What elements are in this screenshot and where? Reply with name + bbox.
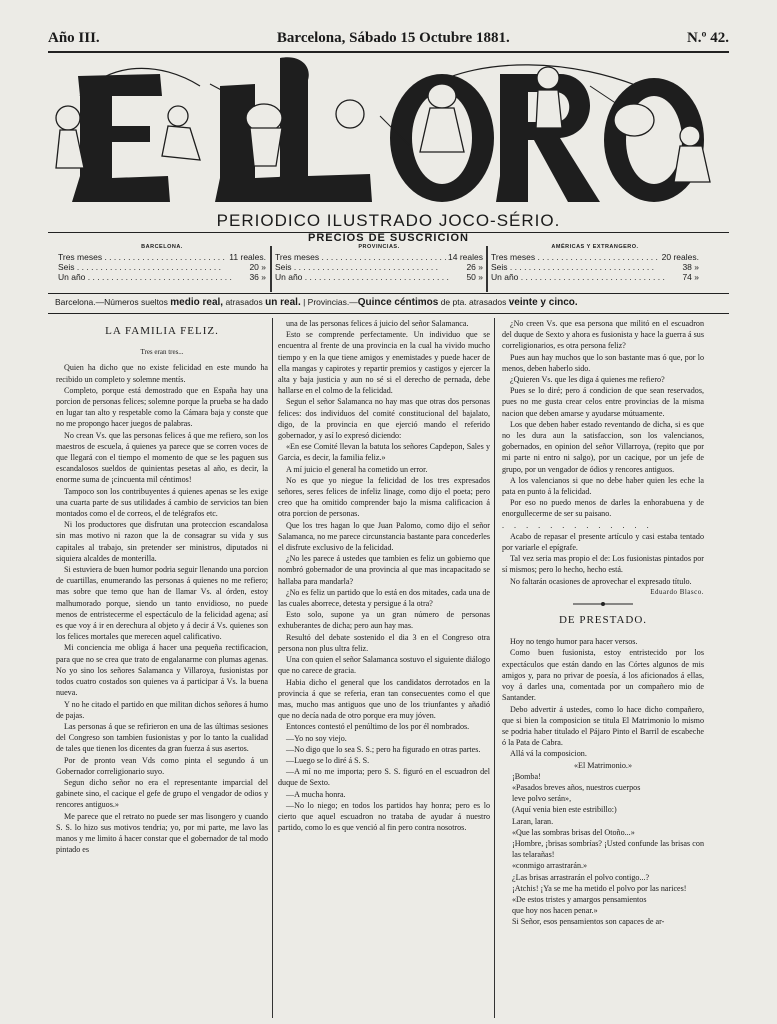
paragraph: Una con quien el señor Salamanca sostuvo el siguiente diálogo que no carece de gracia. — [278, 655, 490, 676]
paragraph: Esto se comprende perfectamente. Un individuo que se encuentra al frente de una provincia en la cual ha vivido mucho tiempo y en la que tiene amigos y enemistades y puede hacer de ella mangas y capirotes y repartir premios y castigos y ejercer la alta y baja justicia y aun no sé si el derecho de pernada, debe hallarse en el colmo de la felicidad. — [278, 330, 490, 396]
verse-line: «Pasados breves años, nuestros cuerpos — [512, 782, 641, 792]
paragraph: Habia dicho el general que los candidatos derrotados en la provincia á que se referia, eran tan consecuentes como el que mas, mucho mas antiguos que uno de los triunfantes y añadió que no decía nada de otro porque era muy jóven. — [278, 677, 490, 721]
paragraph: Mi conciencia me obliga á hacer una pequeña rectificacion, para que no se crea que trato de engalanarme con plumas agenas. No yo sino los señores Salamanca y Villaroya, fusionistas por todos cuatro costados son quienes va á participar á Vs. la buena nueva. — [56, 643, 268, 698]
price-row: Tres meses . . . 14 reales — [275, 252, 483, 262]
verse-line: ¡Hombre, ¡brisas sombrías? ¡Usted confunde las brisas con las telarañas! — [512, 838, 704, 860]
paragraph: Resultó del debate sostenido el dia 3 en el Congreso otra persona non plus ultra feliz. — [278, 632, 490, 653]
prices-heading: PROVINCIAS. — [358, 244, 400, 250]
prices-divider — [486, 246, 488, 292]
price-row: Tres meses . . . 11 reales. — [58, 252, 266, 262]
paragraph: Que los tres hagan lo que Juan Palomo, como dijo el señor Salamanca, no me parece circunstancia bastante para concederles el disfrute exclusivo de la felicidad. — [278, 520, 490, 553]
paragraph: No es que yo niegue la felicidad de los tres expresados señores, seres felices de infeliz linage, como dijo el poeta; pero creo que ha omitido comprender bajo la misma calificacion á otra porcion de personas. — [278, 475, 490, 519]
prices-provincias — [275, 244, 483, 292]
verse-line: (Aquí venia bien este estribillo:) — [512, 805, 617, 815]
paragraph: —A mucha honra. — [286, 789, 346, 799]
section-dots: . . . . . . . . . . . . . — [502, 520, 653, 530]
paragraph: No faltarán ocasiones de aprovechar el expresado título. — [510, 576, 692, 586]
paragraph: —Yo no soy viejo. — [286, 733, 347, 743]
prices-barcelona — [58, 244, 266, 292]
paragraph: ¿No es feliz un partido que lo está en dos mitades, cada una de las cuales aborrece, detesta y persigue á la otra? — [278, 587, 490, 609]
paragraph: —Luego se lo diré á S. S. — [286, 755, 370, 765]
price-row: Tres meses . . . 20 reales. — [491, 252, 699, 262]
paragraph: A los valencianos si que no debe haber quien les eche la pata en punto á la felicidad. — [502, 475, 704, 497]
paragraph: Quien ha dicho que no existe felicidad en este mundo ha recibido un completo y solemne mentís. — [56, 363, 268, 384]
paragraph: Tal vez seria mas propio el de: Los fusionistas pintados por sí mismos; pero lo hecho, hecho está. — [502, 554, 704, 575]
paragraph: —A mí no me importa; pero S. S. figuró en el escuadron del duque de Sexto. — [278, 767, 490, 788]
paragraph: una de las personas felices á juicio del señor Salamanca. — [286, 319, 469, 328]
year-label: Año III. — [48, 30, 100, 46]
paragraph: «En ese Comité llevan la batuta los señores Capdepon, Sales y Garcia, es decir, la familia feliz.» — [278, 442, 490, 463]
price-row: Un año . . . 50 » — [275, 272, 483, 282]
single-issue-notice: Barcelona.—Números sueltos medio real, atrasados un real. | Provincias.—Quince céntimos de pta. atrasados veinte y cinco. — [55, 297, 578, 308]
verse-line: «De estos tristes y amargos pensamientos — [512, 894, 647, 904]
signature: Eduardo Blasco. — [650, 587, 704, 596]
verse-line: ¡Atchis! ¡Ya se me ha metido el polvo por las narices! — [512, 883, 687, 893]
paragraph: Debo advertir á ustedes, como lo hace dicho compañero, que si bien la composicion se titula El Matrimonio lo mismo se podria haber titulado el Pájaro Pinto el Barril de escabeche ó la Pata de Cabra. — [502, 704, 704, 748]
column-3 — [502, 318, 704, 928]
paragraph: Allá vá la composicion. — [510, 749, 587, 759]
paragraph: —No digo que lo sea S. S.; pero ha figurado en otras partes. — [286, 744, 481, 754]
price-row: Un año . . . 36 » — [58, 272, 266, 282]
prices-heading: AMÉRICAS Y EXTRANGERO. — [551, 244, 639, 250]
paragraph: ¿No les parece á ustedes que tambien es feliz un gobierno que nombró gobernador de una provincia al que mas incapacitado se hallaba para mandarla? — [278, 554, 490, 586]
prices-title: PRECIOS DE SUSCRICION — [308, 232, 469, 244]
paragraph: Pues aun hay muchos que lo son bastante mas ó que, por lo menos, deben haberlo sido. — [502, 352, 704, 373]
verse-line: «Que las sombras brisas del Otoño...» — [512, 827, 635, 837]
poem-title: «El Matrimonio.» — [574, 760, 632, 770]
verse-line: ¿Las brisas arrastrarán el polvo contigo...? — [512, 872, 650, 882]
paragraph: Tampoco son los contribuyentes á quienes apenas se les exige una cuarta parte de sus utilidades á cambio de servicios tan bien montados como el de correos, el de telégrafos etc. — [56, 486, 268, 519]
paragraph: Y no he citado el partido en que militan dichos señores á humo de pajas. — [56, 699, 268, 720]
prices-extranjero — [491, 244, 699, 292]
paragraph: Entonces contestó el penúltimo de los por él nombrados. — [286, 722, 470, 732]
top-rule — [48, 51, 729, 53]
paragraph: Los que deben haber estado reventando de dicha, si es que no les dura aun la satisfaccion, son los valencianos, gobernados, en opinion del señor Villarroya, (repito que por mi parte ni entro ni salgo), por un cacique, por un jefe de grupo, por un vengador de ódios y rencores antiguos. — [502, 419, 704, 474]
prices-heading: BARCELONA. — [141, 244, 183, 250]
paragraph: No crean Vs. que las personas felices á que me refiero, son los maestros de escuela, á quienes ya parece que se corren voces de que llegará con el tiempo el momento de que se les paguen sus escandalosos sueldos de quinientas pesetas al año, es decir, la enorme suma de ¡cincuenta mil céntimos! — [56, 430, 268, 485]
article-title: LA FAMILIA FELIZ. — [105, 325, 219, 337]
paragraph: Las personas á que se refirieron en una de las últimas sesiones del Congreso son tambien fusionistas y por lo tanto la cualidad de tales que tienen los dicentes da gran fuerza á sus asertos. — [56, 721, 268, 754]
verse-line: ¡Bomba! — [512, 771, 541, 781]
logo-title: EL LORO — [381, 206, 387, 207]
paragraph: ¿No creen Vs. que esa persona que militó en el escuadron del duque de Sexto y ahora es fusionista y hace la guerra á sus correligionarios, es otra persona feliz? — [502, 319, 704, 351]
paragraph: Hoy no tengo humor para hacer versos. — [510, 637, 638, 647]
verse-line: Laran, laran. — [512, 816, 554, 826]
paragraph: A mí juicio el general ha cometido un error. — [286, 464, 428, 474]
paragraph: Esto solo, supone ya un gran número de personas exhuberantes de dicha; pero aun hay mas. — [278, 610, 490, 631]
column-divider — [494, 318, 495, 1018]
paragraph: Por de pronto vean Vds como pinta el segundo á un Gobernador correligionario suyo. — [56, 755, 268, 776]
paragraph: Si estuviera de buen humor podria seguir llenando una porcion de cuartillas, enumerando las personas á quienes no me refiero; mas sobre que temo que han de llamar Vs. al órden, estoy malhumorado porque, siendo un tanto envidioso, no puede menos de entristecerme el espectáculo de la felicidad agena; así es que voy á ir en derechura al objeto y á decir á Vs. quienes son los felices mortales que merecen aquel calificativo. — [56, 565, 268, 642]
column-2 — [278, 318, 490, 833]
column-divider — [272, 318, 273, 1018]
paragraph: Segun el señor Salamanca no hay mas que otras dos personas felices: dos individuos del comité constitucional del bajalato, digo, de la provincia en que ejerció mando el referido gobernador, y así lo expresó diciendo: — [278, 397, 490, 441]
place-date: Barcelona, Sábado 15 Octubre 1881. — [276, 30, 510, 46]
prices-rule-bottom — [48, 293, 729, 294]
notice-rule — [48, 313, 729, 314]
paragraph: Me parece que el retrato no puede ser mas lisongero y cuando S. S. lo hizo sus motivos tendria; yo, por mi parte, me lavo las manos y me limito á hacer constar que el gobernador de tal modo pintado es — [56, 811, 268, 855]
paragraph: ¿Quieren Vs. que les diga á quienes me refiero? — [510, 375, 665, 385]
paragraph: Completo, porque está demostrado que en España hay una porcion de personas felices; solemne porque la prueba se ha dado en lugar tan alto y respetable como la Cámara baja y conste que no me propongo hacer juegos de palabras. — [56, 385, 268, 429]
paragraph: —No lo niego; en todos los partidos hay honra; pero es lo cierto que aquel escuadron no trataba de ayudar á nuestro partido, como lo es que venció al fin pero contra nosotros. — [278, 800, 490, 833]
price-row: Un año . . . 74 » — [491, 272, 699, 282]
paragraph: Ni los productores que disfrutan una proteccion escandalosa sin mas motivo ni razon que la de consagrar su vida y sus capitales al trabajo, sin pretender ser ministros, diputados ni siquiera alcaldes de monterilla. — [56, 520, 268, 563]
price-row: Seis . . . 38 » — [491, 262, 699, 272]
prices-divider — [270, 246, 272, 292]
subtitle: PERIODICO ILUSTRADO JOCO-SÉRIO. — [216, 211, 561, 230]
paragraph: Acabo de repasar el presente artículo y casi estaba tentado por variarle el epígrafe. — [502, 531, 704, 553]
paragraph: Como buen fusionista, estoy entristecido por los expectáculos que están dando en las Córtes algunos de mis amigos y, para no privar de poesía, á los aficionados á ellas, voy á darles una, comentada por un compañero mio de Santander. — [502, 648, 704, 703]
dateline — [48, 30, 729, 52]
verse-line: que hoy nos hacen penar.» — [512, 906, 598, 916]
article-title: DE PRESTADO. — [558, 614, 648, 627]
column-1 — [56, 318, 268, 855]
issue-number: N.º 42. — [686, 30, 729, 46]
verse-line: Si Señor, esos pensamientos son capaces de ar- — [512, 917, 665, 927]
article-epigraph: Tres eran tres... — [140, 348, 184, 357]
masthead-illustration — [50, 56, 718, 208]
paragraph: Pues se lo diré; pero á condicion de que sean reservados, pues no me gusta crear celos entre provincias de la misma nacion que deben amarse y ayudarse mútuamente. — [502, 386, 704, 418]
price-row: Seis . . . 20 » — [58, 262, 266, 272]
ornament-rule — [573, 601, 633, 607]
verse-line: «conmigo arrastrarán.» — [512, 861, 588, 871]
price-row: Seis . . . 26 » — [275, 262, 483, 272]
paragraph: Por eso no puedo menos de darles la enhorabuena y de enorgullecerme de ser su paisano. — [502, 498, 704, 519]
verse-line: leve polvo serán», — [512, 794, 572, 804]
paragraph: Segun dicho señor no era el representante imparcial del gabinete sino, el cacique el gefe de grupo el vengador de odios y rencores antiguos.» — [56, 777, 268, 810]
